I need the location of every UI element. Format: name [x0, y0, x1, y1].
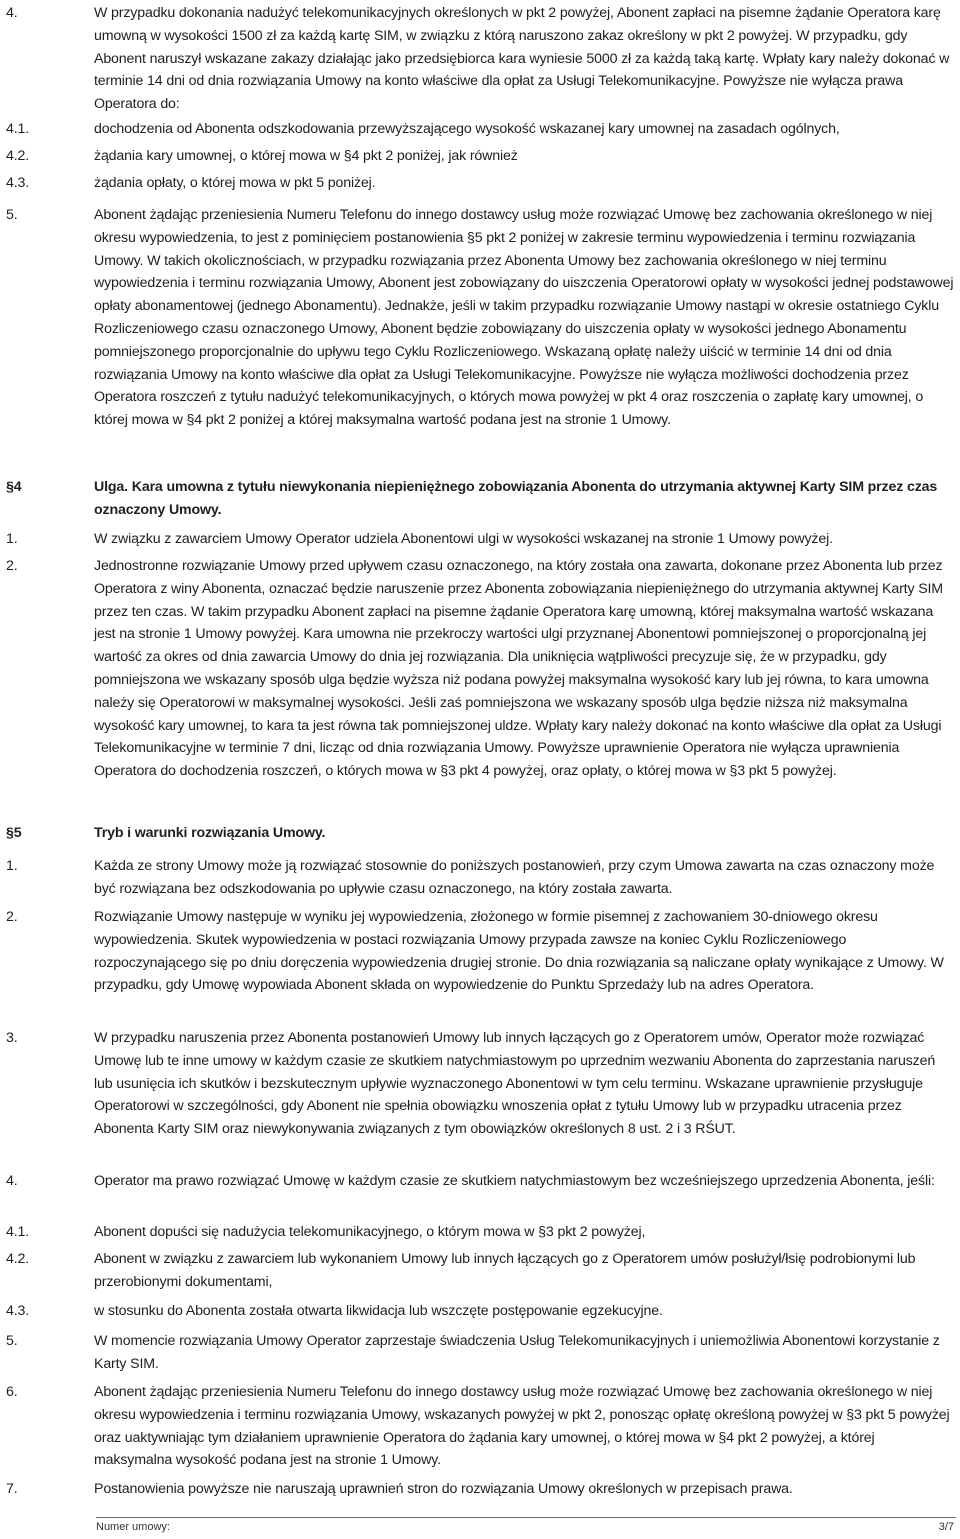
- paragraph-5-6: [6, 1381, 956, 1472]
- paragraph-4-2: [6, 555, 956, 783]
- paragraph-text: Abonent żądając przeniesienia Numeru Telefonu do innego dostawcy usług może rozwiązać Umowę bez zachowania określonego w niej okresu wypowiedzenia i terminu rozwiązania Umowy, wskazanych powyżej w pkt 2, ponosząc opłatę określoną powyżej w §3 pkt 5 powyżej oraz uaktywniając tym działaniem uprawnienie Operatora do żądania kary umownej, o której mowa w §4 pkt 2 powyżej, a której maksymalna wysokość podana jest na stronie 1 Umowy.: [94, 1384, 950, 1469]
- paragraph-text: żądania opłaty, o której mowa w pkt 5 poniżej.: [94, 175, 376, 191]
- paragraph-number: 2.: [6, 909, 18, 925]
- paragraph-text: Abonent dopuści się nadużycia telekomunikacyjnego, o którym mowa w §3 pkt 2 powyżej,: [94, 1224, 646, 1240]
- paragraph-5-4-3: [6, 1300, 956, 1323]
- section-title: Tryb i warunki rozwiązania Umowy.: [94, 825, 326, 841]
- paragraph-number: 4.: [6, 1173, 18, 1189]
- paragraph-text: Operator ma prawo rozwiązać Umowę w każdym czasie ze skutkiem natychmiastowym bez wcześniejszego uprzedzenia Abonenta, jeśli:: [94, 1173, 935, 1189]
- paragraph-text: w stosunku do Abonenta została otwarta likwidacja lub wszczęte postępowanie egzekucyjne.: [94, 1303, 663, 1319]
- section-number: §4: [6, 479, 22, 495]
- section-4-heading: [6, 476, 956, 522]
- paragraph-3-4-3: [6, 172, 956, 195]
- paragraph-number: 2.: [6, 558, 18, 574]
- paragraph-text: W momencie rozwiązania Umowy Operator zaprzestaje świadczenia Usług Telekomunikacyjnych i uniemożliwia Abonentowi korzystanie z Karty SIM.: [94, 1333, 940, 1372]
- paragraph-text: Postanowienia powyższe nie naruszają uprawnień stron do rozwiązania Umowy określonych w przepisach prawa.: [94, 1481, 793, 1497]
- paragraph-number: 6.: [6, 1384, 18, 1400]
- paragraph-text: Rozwiązanie Umowy następuje w wyniku jej wypowiedzenia, złożonego w formie pisemnej z zachowaniem 30-dniowego okresu wypowiedzenia. Skutek wypowiedzenia w postaci rozwiązania Umowy przypada zawsze na koniec Cyklu Rozliczeniowego rozpoczynającego się po dniu doręczenia wypowiedzenia drugiej stronie. Do dnia rozwiązania są naliczane opłaty wynikające z Umowy. W przypadku, gdy Umowę wypowiada Abonent składa on wypowiedzenie do Punktu Sprzedaży lub na adres Operatora.: [94, 909, 944, 994]
- page-number: 3/7: [938, 1521, 954, 1533]
- paragraph-3-4: [6, 2, 956, 116]
- paragraph-5-4-1: [6, 1221, 956, 1244]
- paragraph-text: dochodzenia od Abonenta odszkodowania przewyższającego wysokość wskazanej kary umownej na zasadach ogólnych,: [94, 121, 840, 137]
- paragraph-4-1: [6, 528, 956, 551]
- section-5-heading: [6, 822, 956, 845]
- paragraph-5-7: [6, 1478, 956, 1501]
- paragraph-number: 4.1.: [6, 1224, 30, 1240]
- contract-number-label: Numer umowy:: [96, 1521, 170, 1533]
- paragraph-number: 5.: [6, 1333, 18, 1349]
- paragraph-5-1: [6, 855, 956, 901]
- section-number: §5: [6, 825, 22, 841]
- paragraph-number: 7.: [6, 1481, 18, 1497]
- paragraph-number: 5.: [6, 207, 18, 223]
- paragraph-number: 4.2.: [6, 148, 30, 164]
- paragraph-number: 4.: [6, 5, 18, 21]
- paragraph-number: 4.2.: [6, 1251, 30, 1267]
- paragraph-5-3: [6, 1027, 956, 1141]
- paragraph-text: Abonent żądając przeniesienia Numeru Telefonu do innego dostawcy usług może rozwiązać Umowę bez zachowania określonego w niej okresu wypowiedzenia, to jest z pominięciem postanowienia §5 pkt 2 poniżej w zakresie terminu wypowiedzenia i terminu rozwiązania Umowy. W takich okolicznościach, w przypadku rozwiązania przez Abonenta Umowy bez zachowania określonego w niej terminu wypowiedzenia i terminu rozwiązania Umowy, Abonent jest zobowiązany do uiszczenia Operatorowi opłaty w wysokości jednej podstawowej opłaty abonamentowej (jednego Abonamentu). Jednakże, jeśli w takim przypadku rozwiązanie Umowy nastąpi w okresie ostatniego Cyklu Rozliczeniowego czasu oznaczonego Umowy, Abonent będzie zobowiązany do uiszczenia opłaty w wysokości jednego Abonamentu pomniejszonego proporcjonalnie do upływu tego Cyklu Rozliczeniowego. Wskazaną opłatę należy uiścić w terminie 14 dni od dnia rozwiązania Umowy na konto właściwe dla opłat za Usługi Telekomunikacyjne. Powyższe nie wyłącza możliwości dochodzenia przez Operatora roszczeń z tytułu nadużyć telekomunikacyjnych, o których mowa powyżej w pkt 4 oraz roszczenia o zapłatę kary umownej, o której mowa w §4 pkt 2 poniżej a której maksymalna wartość podana jest na stronie 1 Umowy.: [94, 207, 954, 429]
- paragraph-text: Jednostronne rozwiązanie Umowy przed upływem czasu oznaczonego, na który została ona zawarta, dokonane przez Abonenta lub przez Operatora z winy Abonenta, oznaczać będzie naruszenie przez Abonenta zobowiązania niepieniężnego do utrzymania aktywnej Karty SIM przez ten czas. W takim przypadku Abonent zapłaci na pisemne żądanie Operatora karę umowną, której maksymalna wartość wskazana jest na stronie 1 Umowy powyżej. Kara umowna nie przekroczy wartości ulgi przyznanej Abonentowi pomniejszonej o proporcjonalną jej wartość za okres od dnia zawarcia Umowy do dnia jej rozwiązania. Dla uniknięcia wątpliwości precyzuje się, że w przypadku, gdy pomniejszona we wskazany sposób ulga będzie wyższa niż podana powyżej maksymalna wysokość kary lub jej równa, to kara umowna należy się Operatorowi w maksymalnej wysokości. Jeśli zaś pomniejszona we wskazany sposób ulga będzie niższa niż maksymalna wysokość kary umownej, to kara ta jest równa tak pomniejszonej uldze. Wpłaty kary należy dokonać na konto właściwe dla opłat za Usługi Telekomunikacyjne w terminie 7 dni, licząc od dnia rozwiązania Umowy. Powyższe uprawnienie Operatora nie wyłącza uprawnienia Operatora do dochodzenia roszczeń, o których mowa w §3 pkt 4 powyżej, oraz opłaty, o której mowa w §3 pkt 5 powyżej.: [94, 558, 943, 780]
- paragraph-5-4: [6, 1170, 956, 1193]
- paragraph-number: 1.: [6, 858, 18, 874]
- section-title: Ulga. Kara umowna z tytułu niewykonania niepieniężnego zobowiązania Abonenta do utrzymania aktywnej Karty SIM przez czas oznaczony Umowy.: [94, 479, 938, 518]
- paragraph-3-4-2: [6, 145, 956, 168]
- paragraph-3-4-1: [6, 118, 956, 141]
- paragraph-number: 3.: [6, 1030, 18, 1046]
- paragraph-text: Każda ze strony Umowy może ją rozwiązać stosownie do poniższych postanowień, przy czym Umowa zawarta na czas oznaczony może być rozwiązana bez odszkodowania po upływie czasu oznaczonego, na który została zawarta.: [94, 858, 935, 897]
- paragraph-5-5: [6, 1330, 956, 1376]
- paragraph-number: 1.: [6, 531, 18, 547]
- paragraph-number: 4.3.: [6, 175, 30, 191]
- paragraph-text: żądania kary umownej, o której mowa w §4 pkt 2 poniżej, jak również: [94, 148, 518, 164]
- paragraph-number: 4.3.: [6, 1303, 30, 1319]
- paragraph-text: W związku z zawarciem Umowy Operator udziela Abonentowi ulgi w wysokości wskazanej na stronie 1 Umowy powyżej.: [94, 531, 833, 547]
- footer-divider: [96, 1517, 956, 1518]
- paragraph-3-5: [6, 204, 956, 432]
- paragraph-5-4-2: [6, 1248, 956, 1294]
- paragraph-text: W przypadku dokonania nadużyć telekomunikacyjnych określonych w pkt 2 powyżej, Abonent zapłaci na pisemne żądanie Operatora karę umowną w wysokości 1500 zł za każdą kartę SIM, w związku z którą naruszono zakaz określony w pkt 2 powyżej. W przypadku, gdy Abonent naruszył wskazane zakazy działając jako przedsiębiorca kara wyniesie 5000 zł za każdą taką kartę. Wpłaty kary należy dokonać w terminie 14 dni od dnia rozwiązania Umowy na konto właściwe dla opłat za Usługi Telekomunikacyjne. Powyższe nie wyłącza prawa Operatora do:: [94, 5, 950, 113]
- paragraph-5-2: [6, 906, 956, 997]
- paragraph-text: W przypadku naruszenia przez Abonenta postanowień Umowy lub innych łączących go z Operatorem umów, Operator może rozwiązać Umowę lub te inne umowy w każdym czasie ze skutkiem natychmiastowym po uprzednim wezwaniu Abonenta do zaprzestania naruszeń lub usunięcia ich skutków i bezskutecznym upływie wyznaczonego Abonentowi w tym celu terminu. Wskazane uprawnienie przysługuje Operatorowi w szczególności, gdy Abonent nie spełnia obowiązku wnoszenia opłat z tytułu Umowy lub w przypadku utracenia przez Abonenta Karty SIM oraz niewykonywania związanych z tym obowiązków określonych 8 ust. 2 i 3 RŚUT.: [94, 1030, 936, 1138]
- paragraph-number: 4.1.: [6, 121, 30, 137]
- paragraph-text: Abonent w związku z zawarciem lub wykonaniem Umowy lub innych łączących go z Operatorem umów posłużył/łsię podrobionymi lub przerobionymi dokumentami,: [94, 1251, 916, 1290]
